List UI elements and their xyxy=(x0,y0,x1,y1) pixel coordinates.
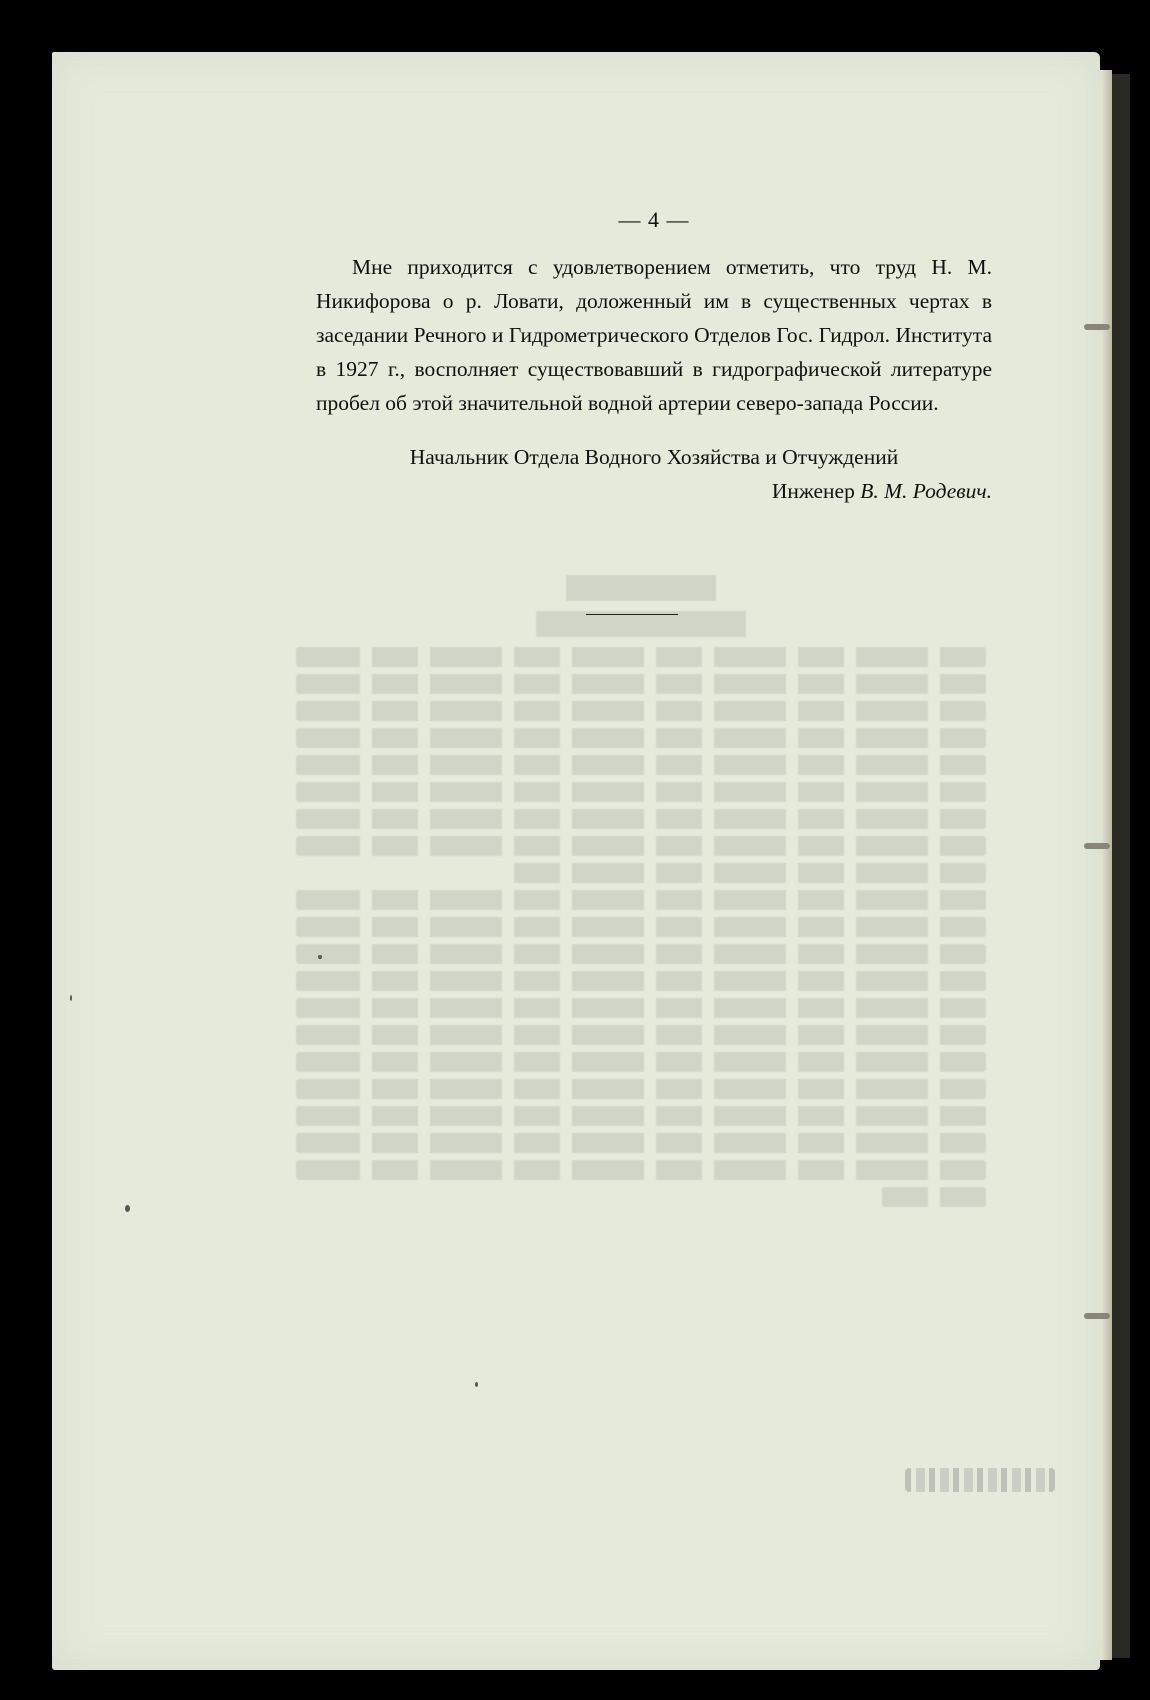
binding-stitch xyxy=(1084,843,1110,849)
bleed-through-text xyxy=(296,575,986,1345)
body-paragraph: Мне приходится с удовлетворением отметить, что труд Н. М. Никифорова о р. Ловати, доложенный им в существенных чертах в заседании Речного и Гидрометрического Отделов Гос. Гидрол. Института в 1927 г., восполняет существовавший в гидрографической литературе пробел об этой значительной водной артерии северо-запада России. xyxy=(316,255,992,415)
paper-speck xyxy=(125,1205,130,1212)
binding-stitch xyxy=(1084,1313,1110,1319)
signature-title: Инженер xyxy=(771,479,855,503)
section-divider-rule xyxy=(586,614,678,615)
faint-library-stamp xyxy=(905,1468,1055,1492)
binding-stitch xyxy=(1084,324,1110,330)
signature-line xyxy=(316,474,992,508)
paper-speck xyxy=(318,955,322,959)
signature-name: В. М. Родевич. xyxy=(860,479,992,503)
signature-role: Начальник Отдела Водного Хозяйства и Отчуждений xyxy=(409,445,899,469)
paper-speck xyxy=(70,995,72,1001)
page-number: — 4 — xyxy=(618,207,690,232)
paper-speck xyxy=(475,1382,478,1387)
